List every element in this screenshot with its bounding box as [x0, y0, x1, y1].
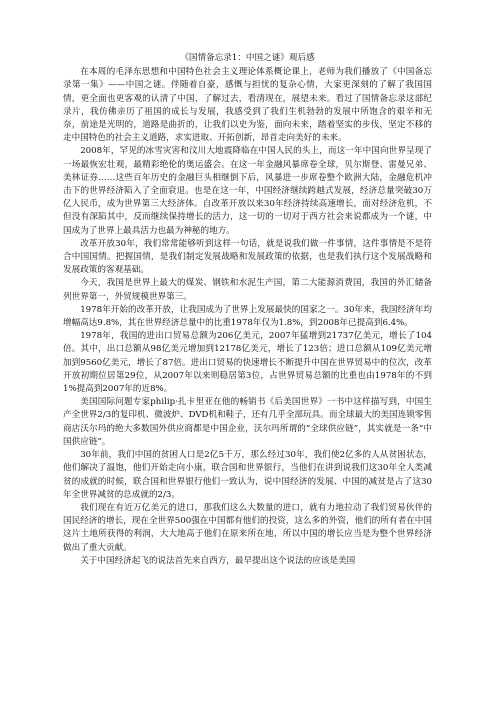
paragraph: 美国国际问题专家philip·扎卡里亚在他的畅销书《后美国世界》一书中这样描写到，中国生产全世界2/3的复印机、微波炉、DVD机和鞋子，还有几乎全部玩具。而全球最大的美国连锁零售商店沃尔玛的绝大多数国外供应商都是中国企业，沃尔玛所谓的“全球供应链”，其实就是一条“中国供应链”。: [63, 397, 432, 447]
paragraph: 2008年，罕见的冰雪灾害和汶川大地震降临在中国人民的头上，而这一年中国向世界呈现了一场最恢宏壮观，最精彩绝伦的奥运盛会。在这一年金融风暴席卷全球，贝尔斯登、雷曼兄弟、美林证券……这些百年历史的金融巨头相继倒下后，风暴进一步席卷整个欧洲大陆，金融危机冲击下的世界经济陷入了全面衰退。也是在这一年，中国经济继续跨越式发展，经济总量突破30万亿人民币，成为世界第三大经济体。自改革开放以来30年经济持续高速增长，面对经济危机，不但没有深陷其中，反而继续保持增长的活力，这一切的一切对于西方社会来说都成为一个谜，中国成为了世界上最具活力也最为神秘的地方。: [63, 146, 432, 236]
paragraph: 我们现在有近万亿美元的进口，那我们这么大数量的进口，就有力地拉动了我们贸易伙伴的国民经济的增长，现在全世界500强在中国都有他们的投资，这么多的外资，他们的所有者在中国这片土地所获得的利润，大大地高于他们在原来所在地，所以中国的增长应当是为整个世界经济做出了重大贡献。: [63, 502, 432, 553]
paragraph: 30年前，我们中国的贫困人口是2亿5千万，那么经过30年，我们使2亿多的人从贫困状态，他们解决了温饱，他们开始走向小康，联合国和世界银行，当他们在讲到说我们这30年全人类减贫的成就的时候，联合国和世界银行他们一致认为，说中国经济的发展、中国的减贫是占了这30年全世界减贫的总成就的2/3。: [63, 450, 432, 500]
document-page: [63, 52, 432, 568]
paragraph: 1978年，我国的进出口贸易总额为206亿美元，2007年猛增到21737亿美元，增长了104倍。其中，出口总额从98亿美元增加到12178亿美元，增长了123倍；进口总额从109亿美元增加到9560亿美元，增长了87倍。进出口贸易的快速增长不断提升中国在世界贸易中的位次，改革开放初期位居第29位，从2007年以来则稳居第3位，占世界贸易总额的比重也由1978年的不到1%提高到2007年的近8%。: [63, 331, 432, 395]
document-title: 《国情备忘录1：中国之谜》观后感: [180, 53, 315, 63]
paragraph: 1978年开始的改革开放，让我国成为了世界上发展最快的国家之一。30年来，我国经济年均增幅高达9.8%，其在世界经济总量中的比重1978年仅为1.8%，到2008年已提高到6.4%。: [63, 304, 432, 329]
paragraph: 在本周的毛泽东思想和中国特色社会主义理论体系概论课上，老师为我们播放了《中国备忘录第一集》——中国之谜。伴随着自豪，感慨与担忧的复杂心情，大家更深刻的了解了我国国情，更全面也更客观的认清了中国，了解过去，看清现在，展望未来。看过了国情备忘录这部纪录片，我仿佛亲历了祖国的成长与发展，我感受到了我们生机勃勃的发展中所饱含的艰辛和无奈，前途是光明的，道路是曲折的，让我们以史为鉴，面向未来，踏着坚实的步伐，坚定不移的走中国特色的社会主义道路，求实进取、开拓创新，昂首走向美好的未来。: [63, 67, 432, 144]
paragraph: 改革开放30年，我们常常能够听到这样一句话，就是说我们做一件事情，这件事情是不是符合中国国情。把握国情，是我们制定发展战略和发展政策的依据，也是我们执行这个发展战略和发展政策的客观基础。: [63, 238, 432, 276]
paragraph: 关于中国经济起飞的说法首先来自西方，最早提出这个说法的应该是美国: [80, 555, 356, 566]
paragraph: 今天，我国是世界上最大的煤炭、钢铁和水泥生产国，第二大能源消费国，我国的外汇储备列世界第一，外贸规模世界第三。: [63, 278, 432, 302]
